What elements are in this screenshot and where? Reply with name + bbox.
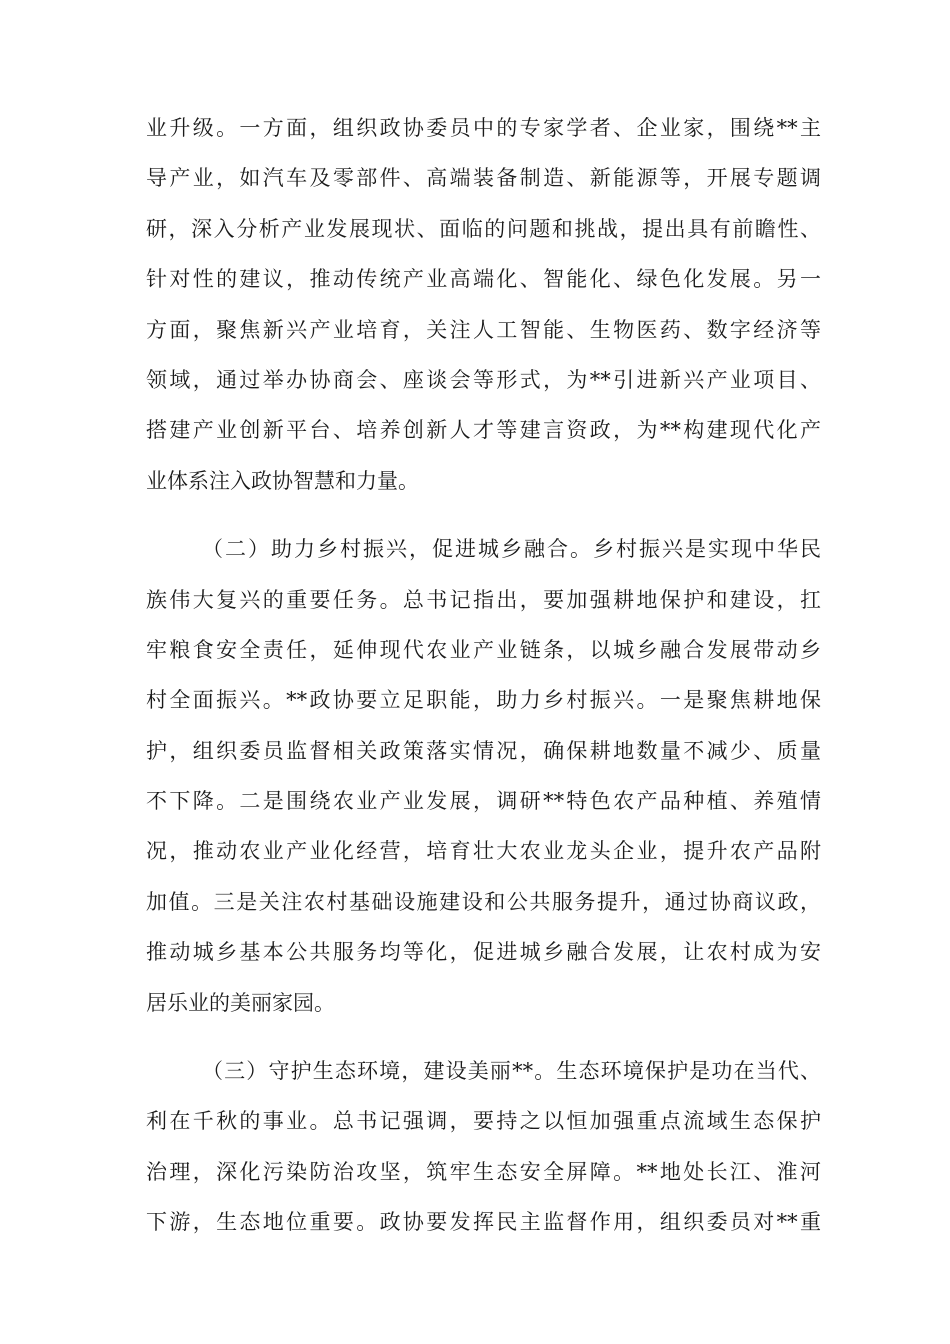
paragraph-gap [146,506,821,524]
text-line: 族伟大复兴的重要任务。总书记指出，要加强耕地保护和建设，扛 [146,587,821,612]
document-body [146,103,821,1248]
paragraph-1 [146,103,821,506]
paragraph-heading-line: （三）守护生态环境，建设美丽**。生态环境保护是功在当代、 [202,1059,821,1084]
text-line: 不下降。二是围绕农业产业发展，调研**特色农产品种植、养殖情 [146,789,821,814]
text-line: 加值。三是关注农村基础设施建设和公共服务提升，通过协商议政， [146,889,821,914]
text-line: 居乐业的美丽家园。 [146,990,335,1015]
paragraph-3 [146,1046,821,1248]
text-line: 治理，深化污染防治攻坚，筑牢生态安全屏障。**地处长江、淮河 [146,1159,821,1184]
text-line: 况，推动农业产业化经营，培育壮大农业龙头企业，提升农产品附 [146,839,821,864]
paragraph-gap [146,1028,821,1046]
paragraph-heading-line: （二）助力乡村振兴，促进城乡融合。乡村振兴是实现中华民 [202,537,821,562]
text-line: 推动城乡基本公共服务均等化，促进城乡融合发展，让农村成为安 [146,940,821,965]
text-line: 牢粮食安全责任，延伸现代农业产业链条，以城乡融合发展带动乡 [146,637,821,662]
text-line: 业升级。一方面，组织政协委员中的专家学者、企业家，围绕**主 [146,116,821,140]
text-line: 导产业，如汽车及零部件、高端装备制造、新能源等，开展专题调 [146,166,821,191]
text-line: 针对性的建议，推动传统产业高端化、智能化、绿色化发展。另一 [146,267,821,292]
text-line: 村全面振兴。**政协要立足职能，助力乡村振兴。一是聚焦耕地保 [146,688,821,713]
text-line: 下游，生态地位重要。政协要发挥民主监督作用，组织委员对**重 [146,1210,821,1235]
text-line: 业体系注入政协智慧和力量。 [146,468,419,493]
text-line: 护，组织委员监督相关政策落实情况，确保耕地数量不减少、质量 [146,738,821,763]
text-line: 研，深入分析产业发展现状、面临的问题和挑战，提出具有前瞻性、 [146,216,821,241]
text-line: 领域，通过举办协商会、座谈会等形式，为**引进新兴产业项目、 [146,367,821,392]
text-line: 搭建产业创新平台、培养创新人才等建言资政，为**构建现代化产 [146,418,821,443]
paragraph-2 [146,524,821,1028]
text-line: 利在千秋的事业。总书记强调，要持之以恒加强重点流域生态保护 [146,1109,821,1134]
text-line: 方面，聚焦新兴产业培育，关注人工智能、生物医药、数字经济等 [146,317,821,342]
